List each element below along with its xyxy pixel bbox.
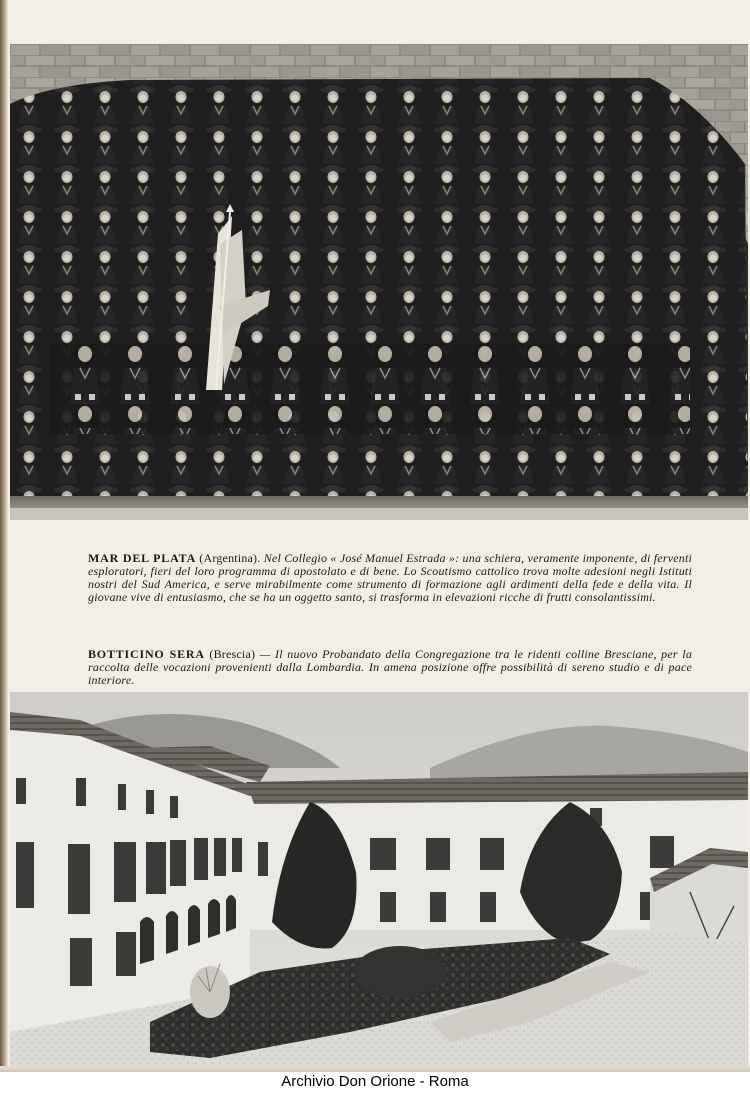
caption-place: BOTTICINO SERA — [88, 647, 205, 661]
caption-region: (Argentina). — [199, 551, 261, 565]
caption-text: Nel Collegio « José Manuel Estrada »: una schiera, veramente imponente, di ferventi esploratori, fieri del loro programma di apostolato e di bene. Lo Scoutismo cattolico trova molte adesioni negli Istituti nostri del Sud America, e serve mirabilmente come strumento di formazione agli ardimenti della fede e della vita. Il giovane vive di entusiasmo, che se ha un oggetto santo, si trasforma in elevazioni ricche di frutti consolantissimi. — [88, 551, 693, 604]
scouts-group-photo — [10, 44, 748, 520]
caption-region: (Brescia) — [209, 647, 256, 661]
caption-text: — Il nuovo Probandato della Congregazione tra le ridenti colline Bresciane, per la raccolta delle vocazioni provenienti dalla Lombardia. In amena posizione offre possibilità di sereno studio e di pace interiore. — [88, 647, 693, 687]
probandato-building-photo — [10, 692, 748, 1068]
caption-place: MAR DEL PLATA — [88, 551, 197, 565]
caption-mar-del-plata — [88, 552, 692, 604]
archive-watermark: Archivio Don Orione - Roma — [281, 1073, 469, 1090]
page-binding-edge — [0, 0, 8, 1095]
caption-botticino-sera — [88, 648, 692, 687]
